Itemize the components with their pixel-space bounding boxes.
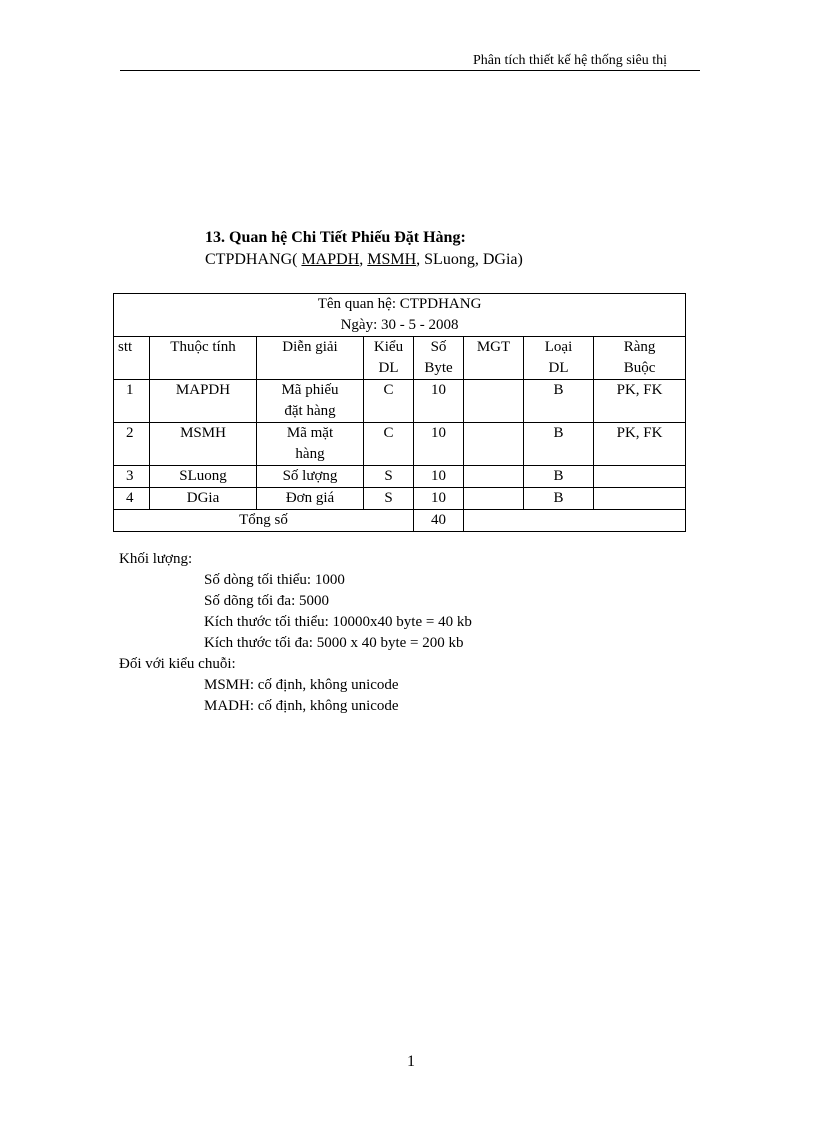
cell-constraint: PK, FK xyxy=(594,380,686,423)
volume-heading: Khối lượng: xyxy=(119,551,193,567)
volume-max-rows: Số dõng tối đa: 5000 xyxy=(204,593,330,609)
table-row xyxy=(114,380,686,423)
cell-bytes: 10 xyxy=(414,423,464,466)
volume-max-size: Kích thước tối đa: 5000 x 40 byte = 200 kb xyxy=(204,635,464,651)
table-caption-row xyxy=(114,294,686,337)
cell-kind: B xyxy=(524,380,594,423)
cell-constraint: PK, FK xyxy=(594,423,686,466)
cell-mgt xyxy=(464,488,524,510)
header-attribute: Thuộc tính xyxy=(150,337,257,380)
total-label: Tổng số xyxy=(114,510,414,532)
cell-bytes: 10 xyxy=(414,488,464,510)
header-kind-l1: Loại xyxy=(544,339,573,355)
relation-schema xyxy=(205,251,523,269)
string-madh: MADH: cố định, không unicode xyxy=(204,698,399,714)
cell-description: Số lượng xyxy=(257,466,364,488)
cell-mgt xyxy=(464,466,524,488)
cell-description xyxy=(257,423,364,466)
cell-constraint xyxy=(594,488,686,510)
header-bytes-l2: Byte xyxy=(424,360,453,376)
cell-kind: B xyxy=(524,488,594,510)
table-row xyxy=(114,423,686,466)
header-data-type xyxy=(364,337,414,380)
cell-description xyxy=(257,380,364,423)
volume-min-size: Kích thước tối thiểu: 10000x40 byte = 40 kb xyxy=(204,614,472,630)
cell-data-type: S xyxy=(364,488,414,510)
cell-description-l1: Mã phiếu xyxy=(281,382,339,398)
cell-data-type: S xyxy=(364,466,414,488)
page-header-title: Phân tích thiết kế hệ thống siêu thị xyxy=(473,53,668,68)
header-constraint-l1: Ràng xyxy=(623,339,656,355)
cell-attribute: DGia xyxy=(150,488,257,510)
schema-rest: , SLuong, DGia) xyxy=(416,251,523,268)
cell-stt: 4 xyxy=(114,488,150,510)
total-empty xyxy=(464,510,686,532)
table-caption xyxy=(114,294,686,337)
header-kind-l2: DL xyxy=(548,360,569,376)
cell-stt: 3 xyxy=(114,466,150,488)
cell-description-l1: Mã mặt xyxy=(286,425,334,441)
schema-key-msmh: MSMH xyxy=(367,251,417,268)
table-row xyxy=(114,466,686,488)
table-row xyxy=(114,488,686,510)
schema-prefix: CTPDHANG( xyxy=(205,251,298,268)
cell-description: Đơn giá xyxy=(257,488,364,510)
cell-mgt xyxy=(464,380,524,423)
cell-stt: 2 xyxy=(114,423,150,466)
header-bytes xyxy=(414,337,464,380)
header-data-type-l1: Kiểu xyxy=(373,339,404,355)
schema-separator: , xyxy=(359,251,364,268)
cell-stt: 1 xyxy=(114,380,150,423)
header-rule xyxy=(120,70,700,71)
cell-description-l2: đặt hàng xyxy=(284,403,336,419)
schema-key-mapdh: MAPDH xyxy=(301,251,360,268)
header-constraint xyxy=(594,337,686,380)
table-total-row xyxy=(114,510,686,532)
cell-data-type: C xyxy=(364,380,414,423)
relation-table xyxy=(113,293,686,532)
cell-attribute: SLuong xyxy=(150,466,257,488)
cell-data-type: C xyxy=(364,423,414,466)
table-header-row xyxy=(114,337,686,380)
total-value: 40 xyxy=(414,510,464,532)
header-constraint-l2: Buộc xyxy=(623,360,656,376)
caption-date: Ngày: 30 - 5 - 2008 xyxy=(340,317,459,333)
page-number: 1 xyxy=(407,1053,415,1070)
header-bytes-l1: Số xyxy=(430,339,447,355)
cell-kind: B xyxy=(524,423,594,466)
cell-bytes: 10 xyxy=(414,380,464,423)
header-kind xyxy=(524,337,594,380)
header-mgt: MGT xyxy=(464,337,524,380)
cell-attribute: MAPDH xyxy=(150,380,257,423)
strings-heading: Đối với kiểu chuỗi: xyxy=(119,656,236,672)
cell-mgt xyxy=(464,423,524,466)
cell-description-l2: hàng xyxy=(295,446,325,462)
string-msmh: MSMH: cố định, không unicode xyxy=(204,677,399,693)
header-description: Diễn giải xyxy=(257,337,364,380)
volume-min-rows: Số dòng tối thiểu: 1000 xyxy=(204,572,345,588)
cell-constraint xyxy=(594,466,686,488)
body-text xyxy=(119,549,472,717)
caption-relation-name: Tên quan hệ: CTPDHANG xyxy=(317,296,482,312)
header-stt: stt xyxy=(114,337,150,380)
cell-bytes: 10 xyxy=(414,466,464,488)
cell-kind: B xyxy=(524,466,594,488)
header-data-type-l2: DL xyxy=(378,360,399,376)
cell-attribute: MSMH xyxy=(150,423,257,466)
section-title: 13. Quan hệ Chi Tiết Phiếu Đặt Hàng: xyxy=(205,229,466,246)
